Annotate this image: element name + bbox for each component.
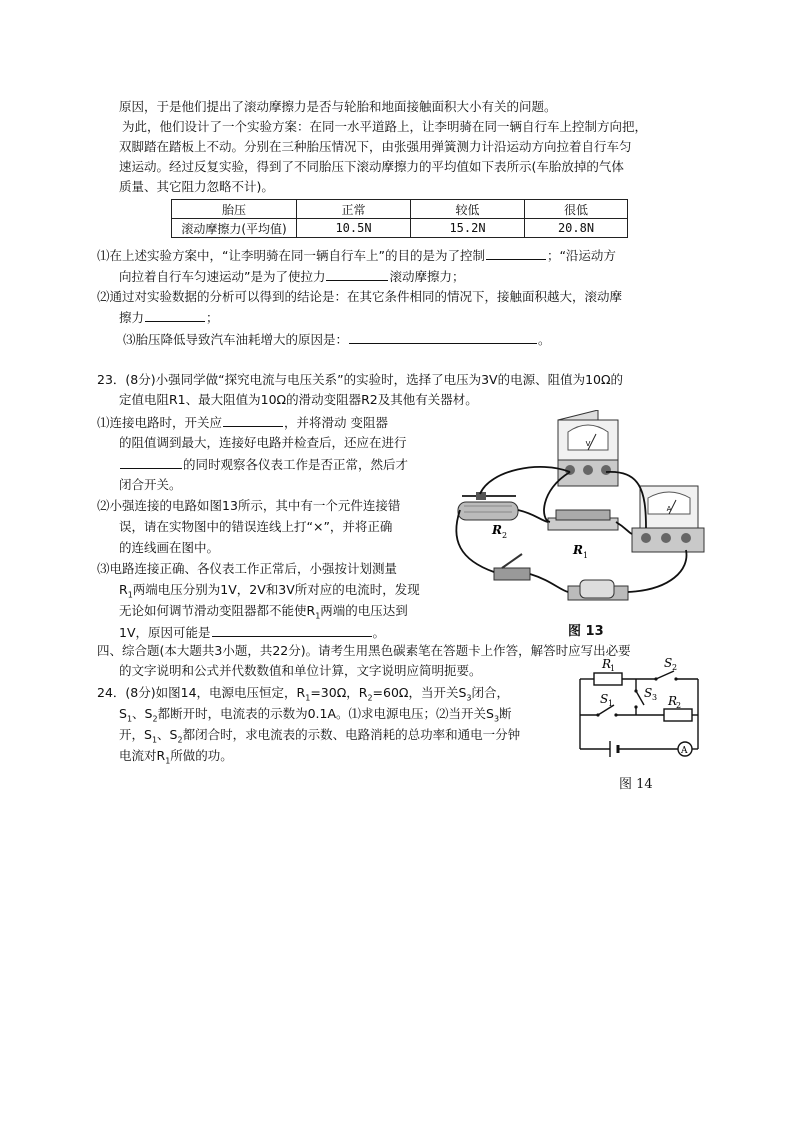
- resistor-r1-board-icon: [548, 510, 618, 530]
- svg-text:1: 1: [583, 551, 589, 560]
- svg-text:R: R: [602, 657, 612, 671]
- rheostat-r2-icon: [458, 492, 518, 520]
- answer-blank[interactable]: [486, 247, 546, 260]
- intro-line-1: 原因，于是他们提出了滚动摩擦力是否与轮胎和地面接触面积大小有关的问题。: [119, 99, 557, 114]
- table-row: [172, 200, 628, 219]
- q23-heading-1: 23．(8分)小强同学做“探究电流与电压关系”的实验时，选择了电压为3V的电源、阻值为10Ω的: [97, 372, 624, 387]
- q23-step1-line2: 的阻值调到最大，连接好电路并检查后，还应在进行: [119, 435, 407, 450]
- section-4-heading-1: 四、综合题(本大题共3小题，共22分)。请考生用黑色碳素笔在答题卡上作答，解答时应写出必要: [97, 643, 631, 658]
- svg-text:V: V: [585, 440, 591, 448]
- table-row: [172, 219, 628, 238]
- table-cell: 很低: [525, 200, 628, 219]
- q23-step3-line4: 1V，原因可能是 。: [119, 625, 386, 640]
- svg-text:S: S: [664, 656, 673, 670]
- q23-step2-line3: 的连线画在图中。: [119, 540, 220, 555]
- figure-13-caption: 图 13: [568, 624, 604, 639]
- resistor-r2-icon: [664, 709, 692, 721]
- answer-blank[interactable]: [120, 456, 182, 469]
- section-4-heading-2: 的文字说明和公式并代数数值和单位计算，文字说明应简明扼要。: [119, 663, 482, 678]
- svg-text:1: 1: [610, 664, 616, 673]
- svg-text:R: R: [573, 543, 583, 557]
- switch-s3-icon: [636, 691, 644, 705]
- figure-14-caption: 图 14: [619, 777, 653, 792]
- q24-line4: 电流对$R_1$所做的功。: [119, 748, 233, 766]
- intro-line-5: 质量、其它阻力忽略不计)。: [119, 179, 274, 194]
- svg-text:A: A: [666, 505, 672, 513]
- svg-text:2: 2: [502, 531, 508, 540]
- table-cell: 10.5N: [297, 219, 411, 238]
- answer-blank[interactable]: [349, 331, 537, 344]
- svg-text:S: S: [644, 686, 653, 700]
- svg-text:S: S: [600, 692, 609, 706]
- answer-blank[interactable]: [326, 268, 388, 281]
- table-cell: 正常: [297, 200, 411, 219]
- q22-part3: ⑶胎压降低导致汽车油耗增大的原因是： 。: [123, 332, 551, 347]
- svg-text:2: 2: [676, 701, 682, 710]
- answer-blank[interactable]: [223, 414, 283, 427]
- intro-line-3: 双脚踏在踏板上不动。分别在三种胎压情况下，由张强用弹簧测力计沿运动方向拉着自行车匀: [119, 139, 632, 154]
- q22-part2-line1: ⑵通过对实验数据的分析可以得到的结论是：在其它条件相同的情况下，接触面积越大，滚动摩: [97, 289, 623, 304]
- tire-pressure-table: [171, 199, 628, 238]
- q23-step2-line1: ⑵小强连接的电路如图13所示，其中有一个元件连接错: [97, 498, 401, 513]
- resistor-r1-icon: [594, 673, 622, 685]
- table-cell: 滚动摩擦力(平均值): [172, 219, 297, 238]
- q22-part1-line2: 向拉着自行车匀速运动”是为了使拉力 滚动摩擦力；: [119, 269, 465, 284]
- battery-icon: [568, 580, 628, 600]
- q24-line3: 开，$S_1$、$S_2$都闭合时，求电流表的示数、电路消耗的总功率和通电一分钟: [119, 727, 521, 745]
- table-cell: 15.2N: [411, 219, 525, 238]
- figure-13-circuit-photo: [450, 410, 720, 640]
- switch-icon: [494, 554, 530, 580]
- figure-14-circuit-diagram: [570, 655, 710, 770]
- table-cell: 20.8N: [525, 219, 628, 238]
- svg-text:3: 3: [652, 693, 658, 702]
- q23-heading-2: 定值电阻R1、最大阻值为10Ω的滑动变阻器R2及其他有关器材。: [119, 392, 478, 407]
- q24-line1: 24．(8分)如图14，电源电压恒定，$R_1=30\Omega$，$R_2=60\Omega$，当开关$S_3$闭合，: [97, 685, 510, 703]
- table-cell: 较低: [411, 200, 525, 219]
- svg-text:R: R: [492, 523, 502, 537]
- q23-step3-line1: ⑶电路连接正确、各仪表工作正常后，小强按计划测量: [97, 561, 398, 576]
- q24-line2: $S_1$、$S_2$都断开时，电流表的示数为0.1A。⑴求电源电压；⑵当开关$S_3$断: [119, 706, 512, 724]
- q22-part1-line1: ⑴在上述实验方案中，“让李明骑在同一辆自行车上”的目的是为了控制 ；“沿运动方: [97, 248, 616, 263]
- svg-text:R: R: [668, 694, 678, 708]
- q23-step1-line1: ⑴连接电路时，开关应 ，并将滑动 变阻器: [97, 415, 388, 430]
- q23-step2-line2: 误，请在实物图中的错误连线上打“×”，并将正确: [119, 519, 393, 534]
- switch-s2-icon: [656, 671, 674, 679]
- intro-line-2: 为此，他们设计了一个实验方案：在同一水平道路上，让李明骑在同一辆自行车上控制方向把，: [122, 119, 648, 134]
- q23-step3-line2: $R_1$两端电压分别为1V，2V和3V所对应的电流时，发现: [119, 582, 420, 600]
- answer-blank[interactable]: [145, 309, 205, 322]
- answer-blank[interactable]: [212, 624, 372, 637]
- q23-step3-line3: 无论如何调节滑动变阻器都不能使$R_1$两端的电压达到: [119, 603, 408, 621]
- table-cell: 胎压: [172, 200, 297, 219]
- q23-step1-line3: 的同时观察各仪表工作是否正常，然后才: [119, 456, 408, 473]
- intro-line-4: 速运动。经过反复实验，得到了不同胎压下滚动摩擦力的平均值如下表所示(车胎放掉的气体: [119, 159, 624, 174]
- svg-text:2: 2: [672, 663, 678, 672]
- svg-text:1: 1: [608, 699, 614, 708]
- q23-step1-line4: 闭合开关。: [119, 477, 182, 492]
- svg-text:A: A: [681, 746, 688, 756]
- battery-icon: [610, 741, 618, 757]
- q22-part2-line2: 擦力 ；: [119, 310, 219, 325]
